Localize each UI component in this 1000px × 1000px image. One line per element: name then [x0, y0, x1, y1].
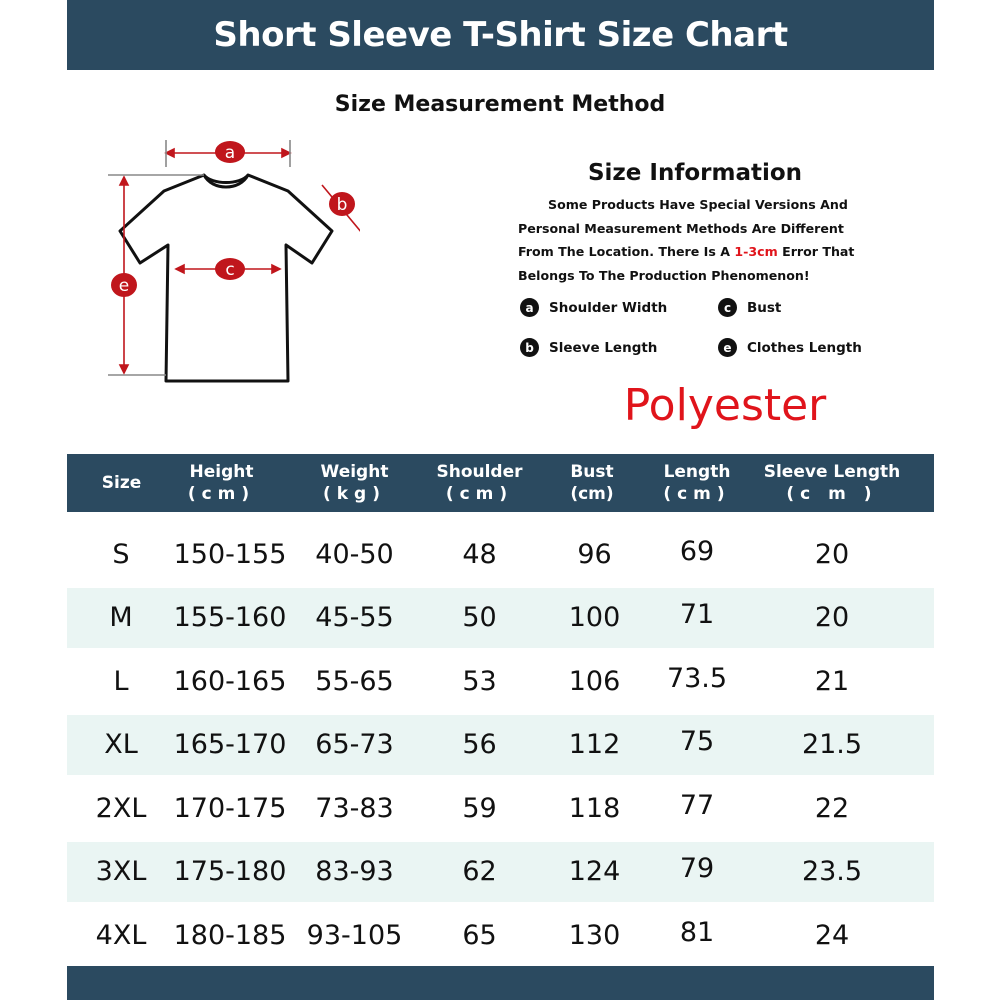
error-range-highlight: 1-3cm [734, 244, 778, 259]
legend-item-bust: c Bust [718, 298, 781, 317]
cell-shoulder: 56 [462, 729, 497, 760]
cell-shoulder: 50 [462, 602, 497, 633]
cell-weight: 73-83 [315, 792, 394, 824]
cell-size: XL [104, 729, 138, 760]
cell-length: 73.5 [666, 662, 728, 694]
table-row [67, 651, 934, 711]
cell-shoulder: 53 [462, 665, 497, 697]
svg-text:e: e [118, 276, 130, 296]
legend-item-length: e Clothes Length [718, 338, 862, 357]
cell-weight: 45-55 [315, 602, 394, 633]
cell-weight: 55-65 [315, 665, 394, 697]
measurement-legend [520, 298, 880, 360]
cell-sleeve-length: 20 [814, 602, 850, 633]
cell-size: 2XL [95, 792, 147, 824]
table-row [67, 842, 934, 902]
cell-weight: 40-50 [315, 538, 394, 570]
tshirt-diagram [100, 135, 360, 385]
cell-bust: 106 [568, 665, 621, 697]
legend-item-shoulder: a Shoulder Width [520, 298, 667, 317]
header-weight: Weight (kg) [320, 462, 389, 504]
cell-size: 4XL [95, 919, 147, 951]
cell-shoulder: 62 [462, 856, 497, 887]
cell-sleeve-length: 21 [814, 665, 850, 697]
marker-b [329, 192, 355, 216]
cell-weight: 83-93 [315, 856, 394, 887]
cell-size: M [109, 602, 133, 633]
table-row [67, 524, 934, 584]
cell-bust: 130 [568, 919, 621, 951]
cell-size: L [113, 665, 129, 697]
cell-bust: 118 [568, 792, 621, 824]
cell-height: 150-155 [173, 538, 287, 570]
table-row [67, 778, 934, 838]
cell-bust: 112 [568, 729, 621, 760]
cell-shoulder: 65 [462, 919, 497, 951]
size-info-title: Size Information [587, 160, 803, 186]
method-title: Size Measurement Method [334, 92, 666, 117]
letter-a-icon: a [520, 298, 539, 317]
cell-sleeve-length: 20 [814, 538, 850, 570]
cell-weight: 93-105 [306, 919, 403, 951]
table-row [67, 905, 934, 965]
letter-c-icon: c [718, 298, 737, 317]
svg-text:c: c [225, 260, 235, 280]
svg-text:a: a [224, 143, 236, 163]
cell-height: 170-175 [173, 792, 287, 824]
cell-shoulder: 48 [462, 538, 497, 570]
letter-e-icon: e [718, 338, 737, 357]
cell-size: S [112, 538, 130, 570]
header-shoulder: Shoulder (cm) [436, 462, 523, 504]
cell-sleeve-length: 22 [814, 792, 850, 824]
letter-b-icon: b [520, 338, 539, 357]
material-label: Polyester [623, 380, 827, 431]
header-bust: Bust (cm) [570, 462, 614, 504]
header-size: Size [101, 473, 142, 493]
header-height: Height (cm) [187, 462, 256, 504]
cell-bust: 96 [577, 538, 612, 570]
cell-bust: 124 [568, 856, 621, 887]
cell-length: 71 [679, 599, 715, 630]
header-sleeve-length: Sleeve Length (c m ) [763, 462, 901, 504]
cell-length: 77 [679, 789, 715, 821]
cell-weight: 65-73 [315, 729, 394, 760]
cell-shoulder: 59 [462, 792, 497, 824]
cell-size: 3XL [95, 856, 147, 887]
cell-height: 160-165 [173, 665, 287, 697]
cell-length: 79 [679, 853, 715, 884]
marker-c [215, 258, 245, 280]
cell-sleeve-length: 23.5 [801, 856, 863, 887]
cell-bust: 100 [568, 602, 621, 633]
table-row [67, 715, 934, 775]
size-info-text: Some Products Have Special Versions And Personal Measurement Methods Are Different From The Location. There Is A 1-3cm Error That Belongs To The Production Phenomenon! [518, 197, 855, 283]
cell-length: 75 [679, 726, 715, 757]
title-banner [67, 0, 934, 70]
cell-length: 69 [679, 535, 715, 567]
marker-e [111, 273, 137, 297]
footer-banner [67, 966, 934, 1000]
cell-sleeve-length: 21.5 [801, 729, 863, 760]
size-table-header [67, 454, 934, 512]
cell-length: 81 [679, 916, 715, 948]
header-length: Length (cm) [663, 462, 731, 504]
cell-sleeve-length: 24 [814, 919, 850, 951]
cell-height: 155-160 [173, 602, 287, 633]
svg-text:b: b [336, 195, 348, 215]
cell-height: 180-185 [173, 919, 287, 951]
marker-a [215, 141, 245, 163]
cell-height: 165-170 [173, 729, 287, 760]
table-row [67, 588, 934, 648]
page-title: Short Sleeve T-Shirt Size Chart [213, 15, 788, 55]
cell-height: 175-180 [173, 856, 287, 887]
legend-item-sleeve: b Sleeve Length [520, 338, 657, 357]
